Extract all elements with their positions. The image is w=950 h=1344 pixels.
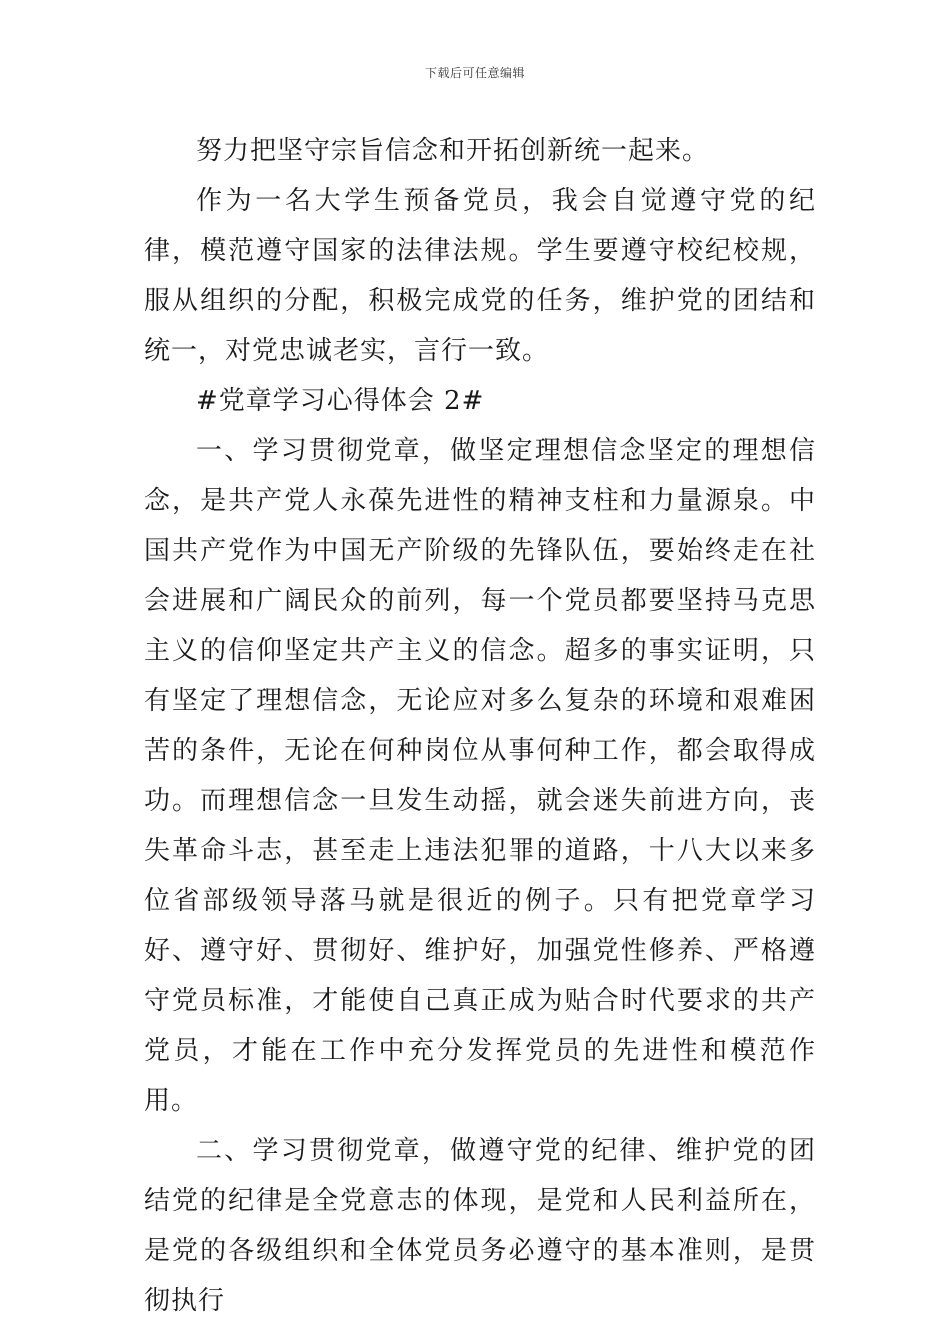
header-note: 下载后可任意编辑	[424, 66, 525, 80]
paragraph: 二、学习贯彻党章，做遵守党的纪律、维护党的团结党的纪律是全党意志的体现，是党和人民利益所在，是党的各级组织和全体党员务必遵守的基本准则，是贯彻执行	[144, 1136, 816, 1316]
paragraph: 作为一名大学生预备党员，我会自觉遵守党的纪律，模范遵守国家的法律法规。学生要遵守校纪校规，服从组织的分配，积极完成党的任务，维护党的团结和统一，对党忠诚老实，言行一致。	[144, 186, 816, 366]
section-heading: #党章学习心得体会 2#	[196, 386, 485, 416]
paragraph: 努力把坚守宗旨信念和开拓创新统一起来。	[196, 136, 710, 166]
document-body	[144, 126, 816, 1326]
paragraph: 一、学习贯彻党章，做坚定理想信念坚定的理想信念，是共产党人永葆先进性的精神支柱和力量源泉。中国共产党作为中国无产阶级的先锋队伍，要始终走在社会进展和广阔民众的前列，每一个党员都要坚持马克思主义的信仰坚定共产主义的信念。超多的事实证明，只有坚定了理想信念，无论应对多么复杂的环境和艰难困苦的条件，无论在何种岗位从事何种工作，都会取得成功。而理想信念一旦发生动摇，就会迷失前进方向，丧失革命斗志，甚至走上违法犯罪的道路，十八大以来多位省部级领导落马就是很近的例子。只有把党章学习好、遵守好、贯彻好、维护好，加强党性修养、严格遵守党员标准，才能使自己真正成为贴合时代要求的共产党员，才能在工作中充分发挥党员的先进性和模范作用。	[144, 436, 816, 1116]
